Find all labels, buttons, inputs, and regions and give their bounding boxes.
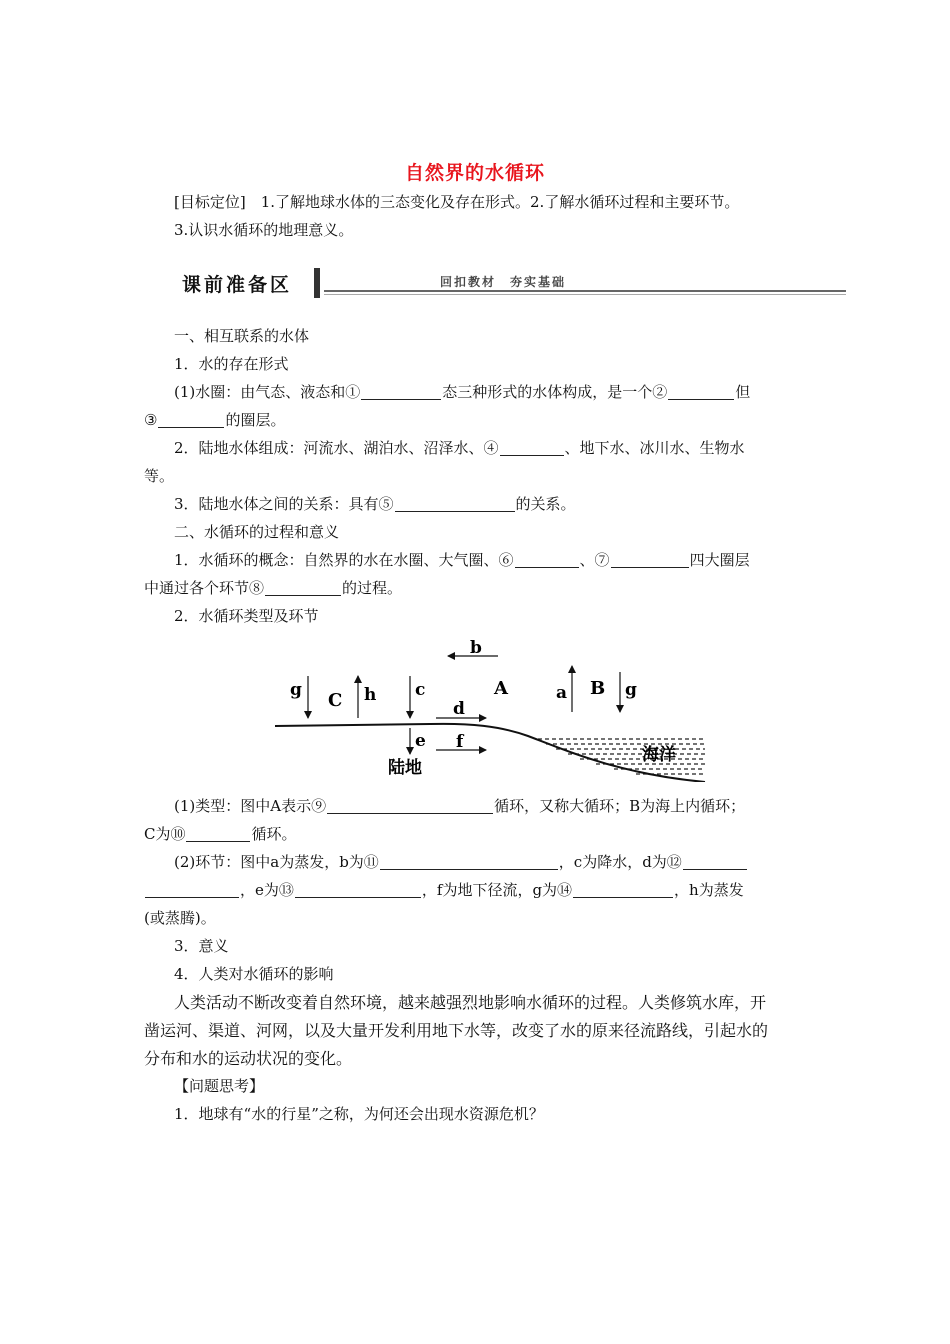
text-fragment: C为⑩ bbox=[144, 825, 186, 843]
answer-blank-1[interactable] bbox=[361, 384, 441, 400]
text-fragment: 的圈层。 bbox=[225, 411, 286, 429]
text-fragment: ③ bbox=[144, 411, 158, 429]
label-a: a bbox=[556, 683, 568, 703]
answer-blank-3[interactable] bbox=[158, 412, 224, 428]
text-fragment: 的关系。 bbox=[515, 495, 576, 513]
cycle-type-line-2 bbox=[144, 824, 297, 844]
label-g-left: g bbox=[290, 680, 302, 700]
text-fragment: 态三种形式的水体构成，是一个② bbox=[442, 383, 668, 401]
text-fragment: 的过程。 bbox=[342, 579, 403, 597]
human-impact-paragraph-2: 凿运河、渠道、河网，以及大量开发利用地下水等，改变了水的原来径流路线，引起水的 bbox=[144, 1021, 769, 1040]
answer-blank-11[interactable] bbox=[380, 854, 558, 870]
section-header-bar bbox=[178, 266, 846, 306]
answer-blank-6[interactable] bbox=[515, 552, 579, 568]
label-f: f bbox=[456, 732, 464, 752]
text-fragment: (2)环节：图中a为蒸发，b为⑪ bbox=[174, 853, 379, 871]
cycle-link-line-3: (或蒸腾)。 bbox=[144, 909, 216, 927]
part2-heading: 二、水循环的过程和意义 bbox=[174, 523, 340, 541]
label-C: C bbox=[328, 690, 343, 711]
cycle-concept-line bbox=[174, 550, 750, 570]
text-fragment: 循环，又称大循环；B为海上内循环； bbox=[494, 797, 746, 815]
answer-blank-14[interactable] bbox=[573, 882, 673, 898]
q2-land-water-line-2: 等。 bbox=[144, 467, 175, 485]
answer-blank-9[interactable] bbox=[327, 798, 493, 814]
section-rule-thin bbox=[324, 294, 846, 295]
answer-blank-8[interactable] bbox=[265, 580, 341, 596]
part1-heading: 一、相互联系的水体 bbox=[174, 327, 310, 345]
learning-goals-line-1: [目标定位] 1.了解地球水体的三态变化及存在形式。2.了解水循环过程和主要环节。 bbox=[174, 193, 740, 211]
text-fragment: 2．陆地水体组成：河流水、湖泊水、沼泽水、④ bbox=[174, 439, 499, 457]
answer-blank-12b[interactable] bbox=[145, 882, 239, 898]
learning-goals-line-2: 3.认识水循环的地理意义。 bbox=[174, 221, 354, 239]
human-impact-heading: 4．人类对水循环的影响 bbox=[174, 965, 334, 983]
cycle-link-line-2 bbox=[144, 880, 744, 900]
label-c: c bbox=[415, 680, 426, 700]
cycle-link-line bbox=[174, 852, 748, 872]
answer-blank-13[interactable] bbox=[295, 882, 421, 898]
answer-blank-7[interactable] bbox=[611, 552, 689, 568]
text-fragment: 、⑦ bbox=[579, 551, 610, 569]
human-impact-paragraph-1: 人类活动不断改变着自然环境，越来越强烈地影响水循环的过程。人类修筑水库，开 bbox=[174, 993, 767, 1012]
text-fragment: (1)水圈：由气态、液态和① bbox=[174, 383, 361, 401]
text-fragment: ，e为⑬ bbox=[240, 881, 294, 899]
page-title: 自然界的水循环 bbox=[404, 162, 545, 184]
section-subtitle: 回扣教材 夯实基础 bbox=[440, 275, 567, 289]
label-land: 陆地 bbox=[388, 758, 422, 778]
text-fragment: 但 bbox=[735, 383, 751, 401]
cycle-types-heading: 2．水循环类型及环节 bbox=[174, 607, 319, 625]
text-fragment: ，f为地下径流，g为⑭ bbox=[421, 881, 573, 899]
answer-blank-10[interactable] bbox=[186, 826, 250, 842]
cycle-concept-line-2 bbox=[144, 578, 402, 598]
label-g-right: g bbox=[625, 680, 637, 700]
answer-blank-4[interactable] bbox=[500, 440, 564, 456]
text-fragment: 中通过各个环节⑧ bbox=[144, 579, 265, 597]
cycle-type-line bbox=[174, 796, 745, 816]
text-fragment: 3．陆地水体之间的关系：具有⑤ bbox=[174, 495, 394, 513]
water-cycle-diagram bbox=[270, 632, 710, 782]
land-surface-line bbox=[275, 724, 705, 782]
text-fragment: ，c为降水，d为⑫ bbox=[558, 853, 682, 871]
text-fragment: (1)类型：图中A表示⑨ bbox=[174, 797, 327, 815]
label-B: B bbox=[590, 678, 606, 699]
human-impact-paragraph-3: 分布和水的运动状况的变化。 bbox=[144, 1049, 353, 1068]
text-fragment: 循环。 bbox=[251, 825, 297, 843]
q2-land-water-line bbox=[174, 438, 745, 458]
text-fragment: 1．水循环的概念：自然界的水在水圈、大气圈、⑥ bbox=[174, 551, 514, 569]
label-e: e bbox=[415, 731, 426, 751]
section-label: 课前准备区 bbox=[182, 274, 293, 296]
label-d: d bbox=[453, 699, 465, 719]
answer-blank-5[interactable] bbox=[395, 496, 515, 512]
q3-relation-line bbox=[174, 494, 576, 514]
section-rule bbox=[324, 290, 846, 292]
q1-hydrosphere-line-2 bbox=[144, 410, 285, 430]
label-A: A bbox=[494, 678, 508, 699]
label-h: h bbox=[364, 685, 377, 705]
text-fragment: 四大圈层 bbox=[689, 551, 750, 569]
q1-hydrosphere-line bbox=[174, 382, 750, 402]
answer-blank-2[interactable] bbox=[668, 384, 734, 400]
label-ocean: 海洋 bbox=[642, 745, 676, 765]
question-think-1: 1．地球有“水的行星”之称，为何还会出现水资源危机？ bbox=[174, 1105, 544, 1123]
label-b: b bbox=[470, 638, 482, 658]
significance-heading: 3．意义 bbox=[174, 937, 229, 955]
q1-title: 1．水的存在形式 bbox=[174, 355, 289, 373]
section-divider-mark bbox=[314, 268, 320, 298]
text-fragment: ，h为蒸发 bbox=[674, 881, 744, 899]
text-fragment: 、地下水、冰川水、生物水 bbox=[564, 439, 745, 457]
answer-blank-12a[interactable] bbox=[683, 854, 747, 870]
question-think-heading: 【问题思考】 bbox=[174, 1077, 265, 1095]
